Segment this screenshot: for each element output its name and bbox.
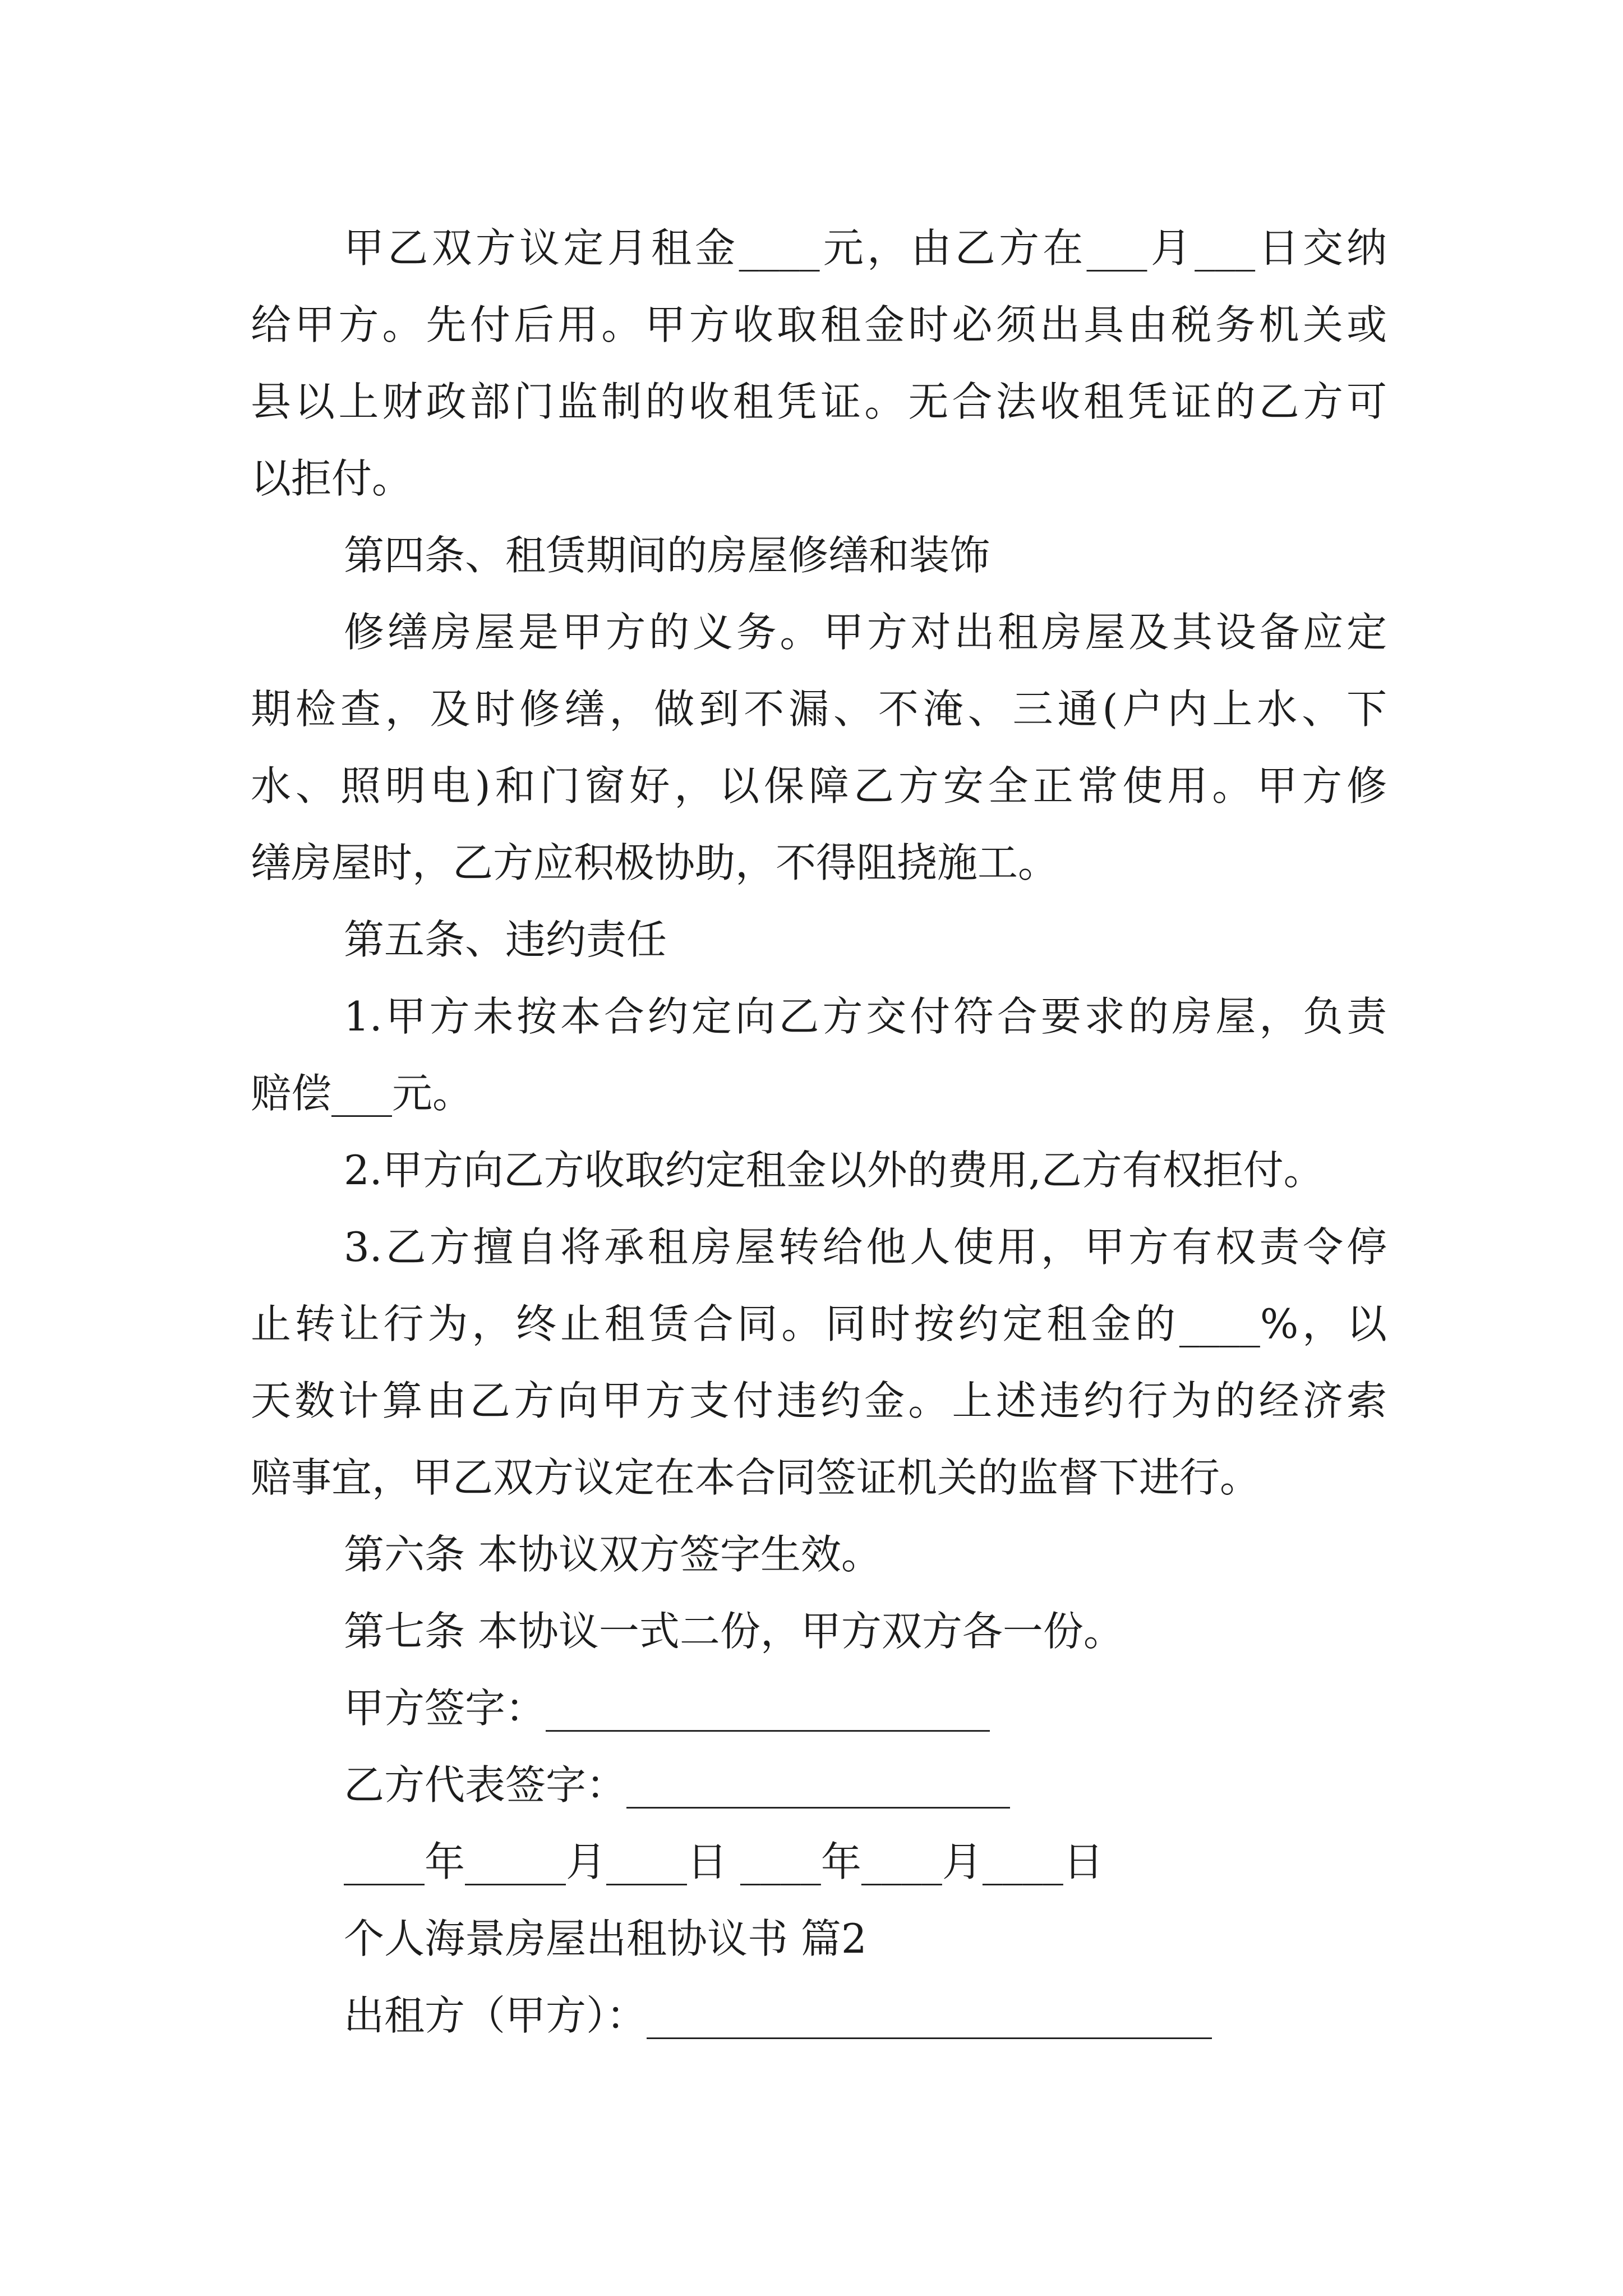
section-title	[251, 1901, 1387, 1977]
text-line: 天数计算由乙方向甲方支付违约金。上述违约行为的经济索	[251, 1377, 1387, 1424]
text-line: 赔事宜，甲乙双方议定在本合同签证机关的监督下进行。	[251, 1454, 1261, 1501]
text-line: 第五条、违约责任	[344, 916, 667, 963]
article-4-heading	[251, 517, 1387, 594]
text-line: 期检查，及时修缮，做到不漏、不淹、三通(户内上水、下	[251, 685, 1387, 733]
lessor-line	[251, 1977, 1387, 2054]
liability-item-3	[251, 1209, 1387, 1516]
text-line: 3.乙方擅自将承租房屋转给他人使用，甲方有权责令停	[344, 1223, 1387, 1271]
text-line: ____年_____月____日 ____年____月____日	[344, 1838, 1104, 1885]
article-6	[251, 1516, 1387, 1593]
text-line: 第六条 本协议双方签字生效。	[344, 1531, 882, 1578]
text-line: 缮房屋时，乙方应积极协助，不得阻挠施工。	[251, 839, 1059, 886]
text-line: 水、照明电)和门窗好，以保障乙方安全正常使用。甲方修	[251, 762, 1387, 809]
signing-dates-line	[251, 1824, 1387, 1901]
text-line: 出租方（甲方）：____________________________	[344, 1992, 1212, 2039]
text-line: 修缮房屋是甲方的义务。甲方对出租房屋及其设备应定	[344, 609, 1387, 656]
text-line: 以拒付。	[251, 455, 413, 502]
article-7	[251, 1593, 1387, 1670]
text-line: 赔偿___元。	[251, 1070, 473, 1117]
party-b-signature-line	[251, 1747, 1387, 1824]
liability-item-2	[251, 1132, 1387, 1209]
text-line: 止转让行为，终止租赁合同。同时按约定租金的____%，以	[251, 1300, 1387, 1347]
repair-paragraph	[251, 594, 1387, 901]
text-line: 1.甲方未按本合约定向乙方交付符合要求的房屋，负责	[344, 993, 1387, 1040]
text-line: 乙方代表签字：___________________	[344, 1761, 1011, 1809]
text-line: 第七条 本协议一式二份，甲方双方各一份。	[344, 1608, 1124, 1655]
text-line: 个人海景房屋出租协议书 篇2	[344, 1915, 867, 1962]
party-a-signature-line	[251, 1670, 1387, 1747]
text-line: 甲乙双方议定月租金____元，由乙方在___月___日交纳	[344, 224, 1387, 272]
text-line: 第四条、租赁期间的房屋修缮和装饰	[344, 532, 990, 579]
text-line: 甲方签字：______________________	[344, 1685, 990, 1732]
rent-payment-paragraph	[251, 210, 1387, 517]
text-line: 2.甲方向乙方收取约定租金以外的费用,乙方有权拒付。	[344, 1147, 1324, 1194]
document-body	[251, 210, 1387, 2054]
liability-item-1	[251, 978, 1387, 1132]
article-5-heading	[251, 901, 1387, 978]
text-line: 给甲方。先付后用。甲方收取租金时必须出具由税务机关或	[251, 301, 1387, 348]
text-line: 县以上财政部门监制的收租凭证。无合法收租凭证的乙方可	[251, 378, 1387, 425]
